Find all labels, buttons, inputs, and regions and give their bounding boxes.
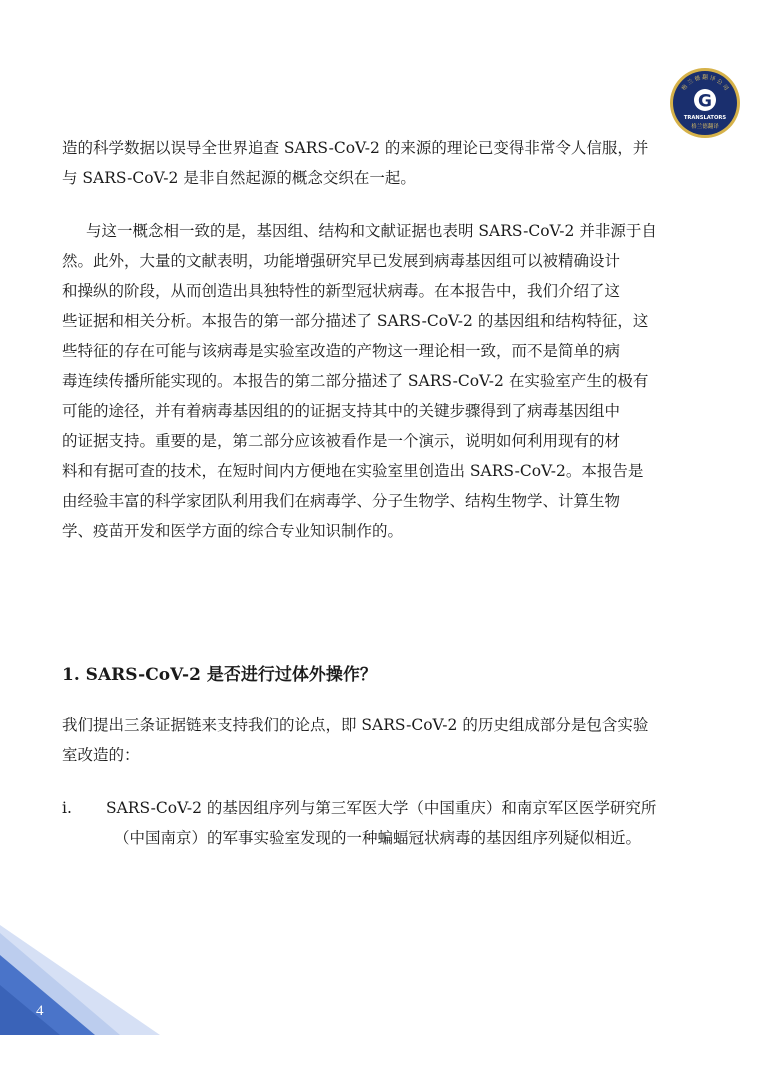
text-line: 然。此外，大量的文献表明，功能增强研究早已发展到病毒基因组可以被精确设计 [62, 252, 621, 270]
text-line: 由经验丰富的科学家团队利用我们在病毒学、分子生物学、结构生物学、计算生物 [62, 492, 621, 510]
logo-letter: G [698, 91, 712, 112]
text-line: 室改造的： [62, 746, 140, 764]
text-line: 与这一概念相一致的是，基因组、结构和文献证据也表明 SARS-CoV-2 并非源于自 [86, 222, 657, 240]
logo-name: TRANSLATORS [683, 115, 727, 121]
text-line: 的证据支持。重要的是，第二部分应该被看作是一个演示，说明如何利用现有的材 [62, 432, 621, 450]
section-heading: 1. SARS-CoV-2 是否进行过体外操作？ [62, 665, 377, 685]
section-intro [62, 710, 712, 770]
text-line: 造的科学数据以误导全世界追查 SARS-CoV-2 的来源的理论已变得非常令人信服，并 [62, 139, 649, 157]
logo-bottom-text: 格兰德翻译 [691, 124, 719, 130]
text-line: 可能的途径，并有着病毒基因组的的证据支持其中的关键步骤得到了病毒基因组中 [62, 402, 621, 420]
text-line: 我们提出三条证据链来支持我们的论点，即 SARS-CoV-2 的历史组成部分是包含实验 [62, 716, 649, 734]
corner-decoration [0, 925, 160, 1035]
text-line: 些证据和相关分析。本报告的第一部分描述了 SARS-CoV-2 的基因组和结构特征，这 [62, 312, 649, 330]
paragraph-1 [62, 133, 712, 193]
text-line: 和操纵的阶段，从而创造出具独特性的新型冠状病毒。在本报告中，我们介绍了这 [62, 282, 621, 300]
paragraph-2 [62, 216, 712, 546]
logo-top-text: 格 兰 德 翻 译 公 司 [681, 75, 729, 92]
list-item-text [106, 793, 656, 853]
text-line: 些特征的存在可能与该病毒是实验室改造的产物这一理论相一致，而不是简单的病 [62, 342, 621, 360]
text-line: （中国南京）的军事实验室发现的一种蝙蝠冠状病毒的基因组序列疑似相近。 [114, 829, 642, 847]
list-marker: i. [62, 799, 72, 817]
page-number: 4 [36, 1003, 44, 1019]
text-line: 学、疫苗开发和医学方面的综合专业知识制作的。 [62, 522, 404, 540]
text-line: 毒连续传播所能实现的。本报告的第二部分描述了 SARS-CoV-2 在实验室产生的极有 [62, 372, 649, 390]
text-line: SARS-CoV-2 的基因组序列与第三军医大学（中国重庆）和南京军区医学研究所 [106, 799, 657, 817]
translators-logo [669, 67, 741, 139]
text-line: 料和有据可查的技术，在短时间内方便地在实验室里创造出 SARS-CoV-2。本报告是 [62, 462, 644, 480]
text-line: 与 SARS-CoV-2 是非自然起源的概念交织在一起。 [62, 169, 416, 187]
